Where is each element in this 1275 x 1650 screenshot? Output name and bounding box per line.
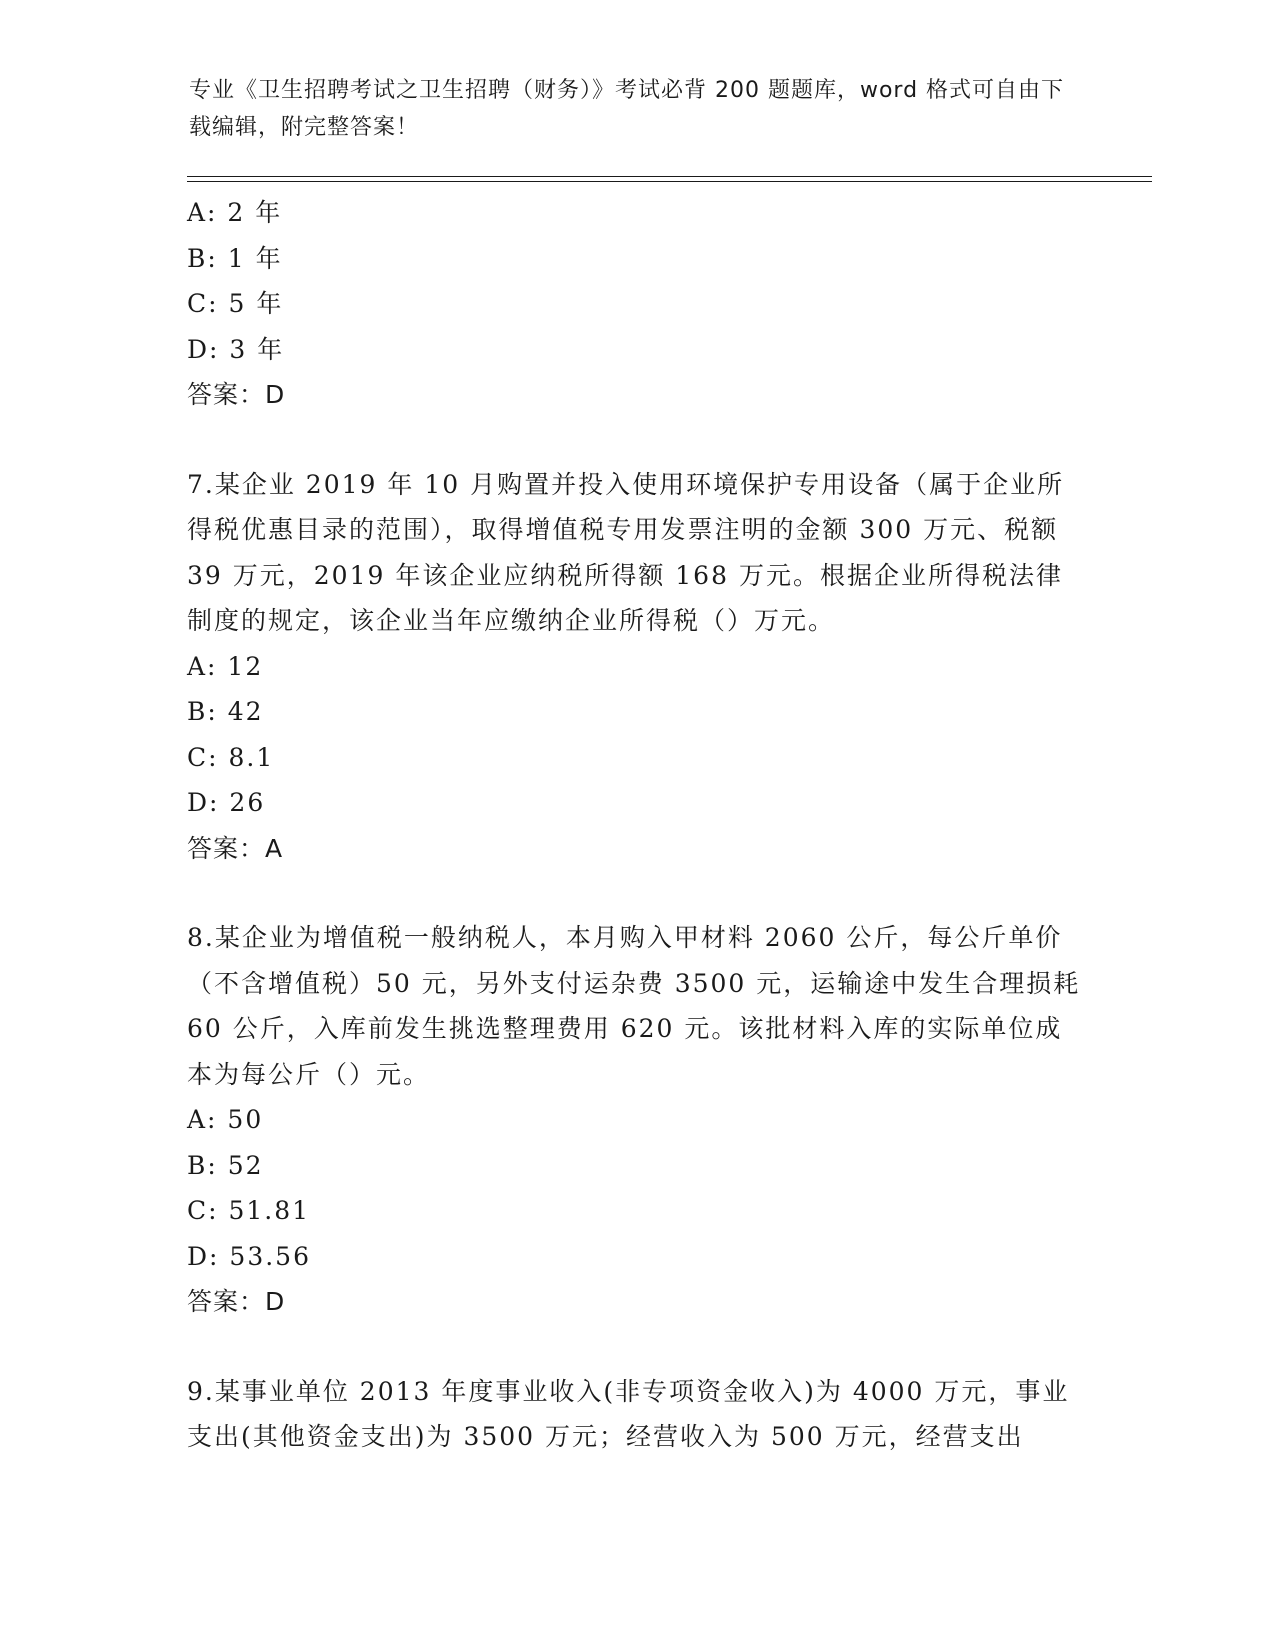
question-text: 7.某企业 2019 年 10 月购置并投入使用环境保护专用设备（属于企业所得税优惠目录的范围），取得增值税专用发票注明的金额 300 万元、税额 39 万元，2019 年该企业应纳税所得额 168 万元。根据企业所得税法律制度的规定，该企业当年应缴纳企业所得税（）万元。 xyxy=(187,469,1065,635)
option-b: B: 52 xyxy=(187,1150,264,1180)
question-8 xyxy=(187,915,1087,1325)
answer-line: 答案：A xyxy=(187,833,284,863)
option-a: A: 2 年 xyxy=(187,198,283,227)
document-header: 专业《卫生招聘考试之卫生招聘（财务）》考试必背 200 题题库，word 格式可自由下载编辑，附完整答案！ xyxy=(189,78,1065,140)
header-rule-top xyxy=(187,176,1152,177)
answer-line: 答案：D xyxy=(187,1287,286,1316)
option-a: A: 12 xyxy=(187,651,264,681)
header-rule-bottom xyxy=(187,181,1152,182)
option-b: B: 1 年 xyxy=(187,243,283,273)
option-a: A: 50 xyxy=(187,1105,264,1134)
question-7 xyxy=(187,462,1087,872)
option-d: D: 26 xyxy=(187,788,266,817)
question-content xyxy=(187,190,1087,1460)
option-c: C: 51.81 xyxy=(187,1196,311,1225)
previous-question-options xyxy=(187,190,1087,418)
answer-line: 答案：D xyxy=(187,380,286,409)
question-text: 8.某企业为增值税一般纳税人，本月购入甲材料 2060 公斤，每公斤单价（不含增值税）50 元，另外支付运杂费 3500 元，运输途中发生合理损耗 60 公斤，入库前发生挑选整理费用 620 元。该批材料入库的实际单位成本为每公斤（）元。 xyxy=(187,923,1081,1089)
question-9 xyxy=(187,1369,1087,1460)
option-d: D: 53.56 xyxy=(187,1241,311,1271)
option-d: D: 3 年 xyxy=(187,334,285,364)
option-b: B: 42 xyxy=(187,697,264,726)
question-text: 9.某事业单位 2013 年度事业收入(非专项资金收入)为 4000 万元，事业支出(其他资金支出)为 3500 万元；经营收入为 500 万元，经营支出 xyxy=(187,1376,1070,1451)
option-c: C: 5 年 xyxy=(187,289,284,318)
option-c: C: 8.1 xyxy=(187,742,275,772)
